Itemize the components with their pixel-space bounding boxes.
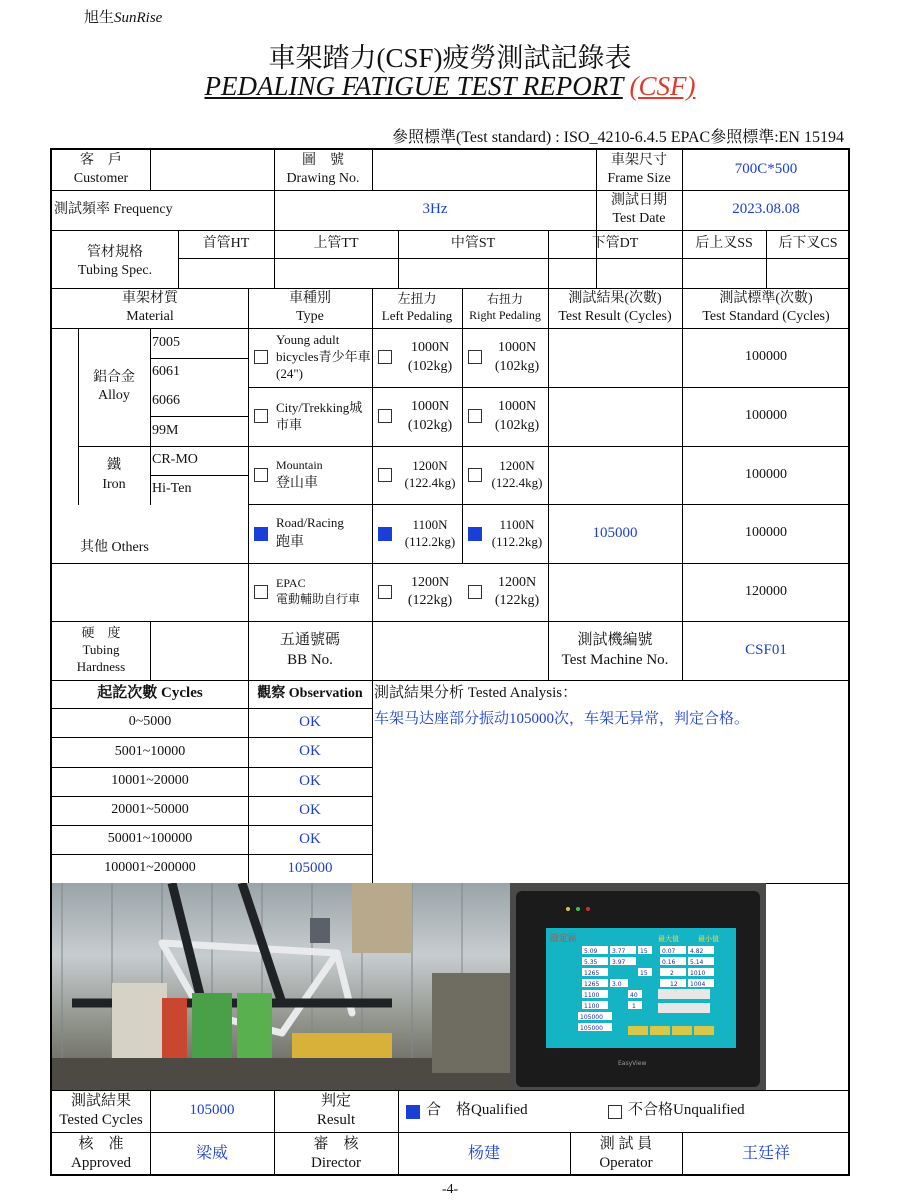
test-result: 105000: [592, 524, 638, 541]
cycle-range: 5001~10000: [114, 743, 186, 759]
bb-label: 五通號碼 BB No.: [279, 632, 340, 668]
right-checkbox[interactable]: [468, 350, 482, 364]
left-checkbox[interactable]: [378, 350, 392, 364]
screen-col-max: 最大值: [658, 935, 679, 943]
type-name: City/Trekking城市車: [276, 399, 363, 432]
frame-size-value: 700C*500: [734, 161, 798, 178]
type-checkbox[interactable]: [254, 409, 268, 423]
screen-reading: 1100: [584, 992, 600, 999]
left-load: 1100N (112.2kg): [404, 516, 456, 549]
test-standard: 100000: [745, 525, 787, 541]
right-checkbox[interactable]: [468, 409, 482, 423]
type-name: Road/Racing 跑車: [276, 515, 344, 550]
tubing-spec-label: 管材規格 Tubing Spec.: [77, 244, 153, 278]
cycle-observation: OK: [299, 743, 321, 760]
hardness-label: 硬 度 Tubing Hardness: [76, 625, 126, 674]
cycle-range: 50001~100000: [107, 831, 193, 847]
right-load: 1100N (112.2kg): [491, 516, 543, 549]
test-result: [548, 328, 682, 387]
cycle-observation: OK: [299, 772, 321, 789]
screen-reading: 3.77: [612, 948, 626, 955]
left-checkbox-checked[interactable]: [378, 527, 392, 541]
cycle-observation: 105000: [287, 859, 333, 876]
iron-grade: Hi-Ten: [152, 481, 192, 497]
tested-cycles-value: 105000: [189, 1102, 235, 1119]
cycle-observation: OK: [299, 830, 321, 847]
test-standard: 120000: [745, 583, 787, 599]
approved-label: 核 准 Approved: [71, 1135, 131, 1171]
frequency-label: 測試頻率 Frequency: [54, 201, 173, 217]
left-load: 1000N (102kg): [407, 340, 453, 374]
right-load: 1200N (122kg): [494, 574, 540, 608]
right-load: 1000N (102kg): [494, 340, 540, 374]
material-header: 車架材質 Material: [122, 290, 178, 324]
right-checkbox[interactable]: [468, 585, 482, 599]
screen-title: 設定區: [550, 934, 578, 944]
cycles-header: 起訖次數 Cycles: [97, 685, 203, 702]
cycle-observation: OK: [299, 713, 321, 730]
screen-reading: 1004: [690, 981, 706, 988]
screen-reading: 5.14: [690, 959, 704, 966]
test-result: [548, 387, 682, 446]
drawing-value: [372, 150, 596, 190]
right-pedaling-header: 右扭力 Right Pedaling: [469, 292, 541, 322]
machine-label: 測試機編號 Test Machine No.: [561, 632, 669, 668]
screen-reading: 12: [670, 981, 678, 988]
type-checkbox[interactable]: [254, 468, 268, 482]
test-standard: 100000: [745, 349, 787, 365]
type-checkbox-checked[interactable]: [254, 527, 268, 541]
machine-value: CSF01: [745, 641, 787, 658]
iron-grade: CR-MO: [152, 452, 198, 468]
screen-reading: 105000: [580, 1014, 603, 1021]
screen-col-min: 最小值: [698, 935, 719, 943]
screen-brand: EasyView: [618, 1060, 647, 1067]
test-result: [548, 563, 682, 621]
test-result-header: 測試結果(次數) Test Result (Cycles): [558, 290, 672, 324]
test-date-value: 2023.08.08: [732, 201, 800, 218]
type-name: EPAC 電動輔助自行車: [276, 576, 361, 606]
screen-reading: 40: [630, 992, 638, 999]
screen-reading: 1010: [690, 970, 706, 977]
test-standard-line: 參照標準(Test standard) : ISO_4210-6.4.5 EPAC參照標準:EN 15194: [391, 129, 844, 146]
screen-reading: 0.07: [662, 948, 676, 955]
right-checkbox-checked[interactable]: [468, 527, 482, 541]
screen-reading: 5.09: [584, 948, 598, 955]
right-load: 1200N (122.4kg): [491, 458, 543, 490]
left-checkbox[interactable]: [378, 468, 392, 482]
screen-reading: 2: [670, 970, 674, 977]
cycle-range: 100001~200000: [104, 860, 196, 876]
screen-reading: 4.82: [690, 948, 704, 955]
frame-size-label: 車架尺寸 Frame Size: [607, 152, 671, 186]
alloy-grade: 6061: [152, 364, 180, 380]
brand-mark: 旭生SunRise: [84, 10, 163, 26]
customer-value: [150, 150, 274, 190]
operator-name: 王廷祥: [741, 1144, 790, 1162]
screen-reading: 3.97: [612, 959, 626, 966]
test-rig-photo: [52, 883, 510, 1090]
type-checkbox[interactable]: [254, 350, 268, 364]
test-standard: 100000: [745, 408, 787, 424]
tested-cycles-label: 測試結果 Tested Cycles: [59, 1092, 143, 1128]
drawing-label: 圖 號 Drawing No.: [286, 152, 360, 186]
unqualified-checkbox[interactable]: [608, 1105, 622, 1119]
cycle-range: 0~5000: [128, 714, 172, 730]
operator-label: 測 試 員 Operator: [599, 1135, 653, 1171]
page-number: -4-: [441, 1182, 459, 1197]
left-checkbox[interactable]: [378, 409, 392, 423]
left-pedaling-header: 左扭力 Left Pedaling: [381, 291, 453, 323]
screen-reading: 5.35: [584, 959, 598, 966]
cycle-observation: OK: [299, 801, 321, 818]
tubing-tt-header: 上管TT: [313, 235, 359, 251]
result-label: 判定 Result: [316, 1092, 356, 1128]
screen-reading: 1: [632, 1003, 636, 1010]
screen-reading: 105000: [580, 1025, 603, 1032]
observation-header: 觀察 Observation: [257, 685, 363, 701]
screen-reading: 1100: [584, 1003, 600, 1010]
qualified-label: 合 格Qualified: [426, 1102, 528, 1119]
alloy-grade: 99M: [152, 422, 179, 438]
material-alloy: 鋁合金 Alloy: [93, 369, 135, 403]
left-load: 1000N (102kg): [407, 399, 453, 433]
cycle-range: 10001~20000: [111, 773, 189, 789]
alloy-grade: 6066: [152, 393, 180, 409]
frequency-value: 3Hz: [422, 201, 448, 218]
screen-reading: 1265: [584, 981, 600, 988]
approved-name: 梁威: [195, 1144, 228, 1162]
type-name: Young adult bicycles青少年車 (24"): [276, 332, 371, 381]
right-checkbox[interactable]: [468, 468, 482, 482]
type-checkbox[interactable]: [254, 585, 268, 599]
screen-reading: 1265: [584, 970, 600, 977]
tubing-cs-header: 后下叉CS: [778, 235, 838, 251]
screen-reading: 3.0: [612, 981, 622, 988]
material-others: 其他 Others: [80, 539, 149, 555]
unqualified-label: 不合格Unqualified: [628, 1102, 745, 1119]
analysis-header: 測試結果分析 Tested Analysis：: [374, 685, 578, 702]
tubing-st-header: 中管ST: [450, 235, 496, 251]
report-form: [50, 148, 850, 1176]
director-label: 審 核 Director: [311, 1135, 361, 1171]
screen-reading: 15: [640, 948, 648, 955]
report-title-en: PEDALING FATIGUE TEST REPORT (CSF): [204, 71, 696, 101]
test-standard: 100000: [745, 466, 787, 482]
director-name: 杨建: [467, 1144, 500, 1162]
analysis-text: 车架马达座部分振动105000次，车架无异常，判定合格。: [374, 711, 750, 727]
customer-label: 客 戶 Customer: [73, 152, 129, 186]
type-header: 車種別 Type: [289, 290, 331, 324]
left-load: 1200N (122.4kg): [404, 458, 456, 490]
report-title-cn: 車架踏力(CSF)疲勞測試記錄表: [268, 43, 632, 73]
screen-reading: 15: [640, 970, 648, 977]
right-load: 1000N (102kg): [494, 399, 540, 433]
cycle-range: 20001~50000: [111, 802, 189, 818]
test-date-label: 測試日期 Test Date: [611, 192, 667, 226]
alloy-grade: 7005: [152, 334, 180, 350]
tubing-ss-header: 后上叉SS: [695, 235, 753, 251]
controller-screen-photo: [510, 883, 766, 1090]
test-standard-header: 測試標準(次數) Test Standard (Cycles): [702, 290, 830, 324]
left-checkbox[interactable]: [378, 585, 392, 599]
qualified-checkbox-checked[interactable]: [406, 1105, 420, 1119]
tubing-ht-header: 首管HT: [202, 235, 250, 251]
left-load: 1200N (122kg): [407, 574, 453, 608]
test-result: [548, 446, 682, 504]
screen-reading: 0.16: [662, 959, 676, 966]
type-name: Mountain 登山車: [276, 457, 323, 491]
tubing-dt-header: 下管DT: [591, 235, 639, 251]
material-iron: 鐵 Iron: [102, 458, 126, 492]
